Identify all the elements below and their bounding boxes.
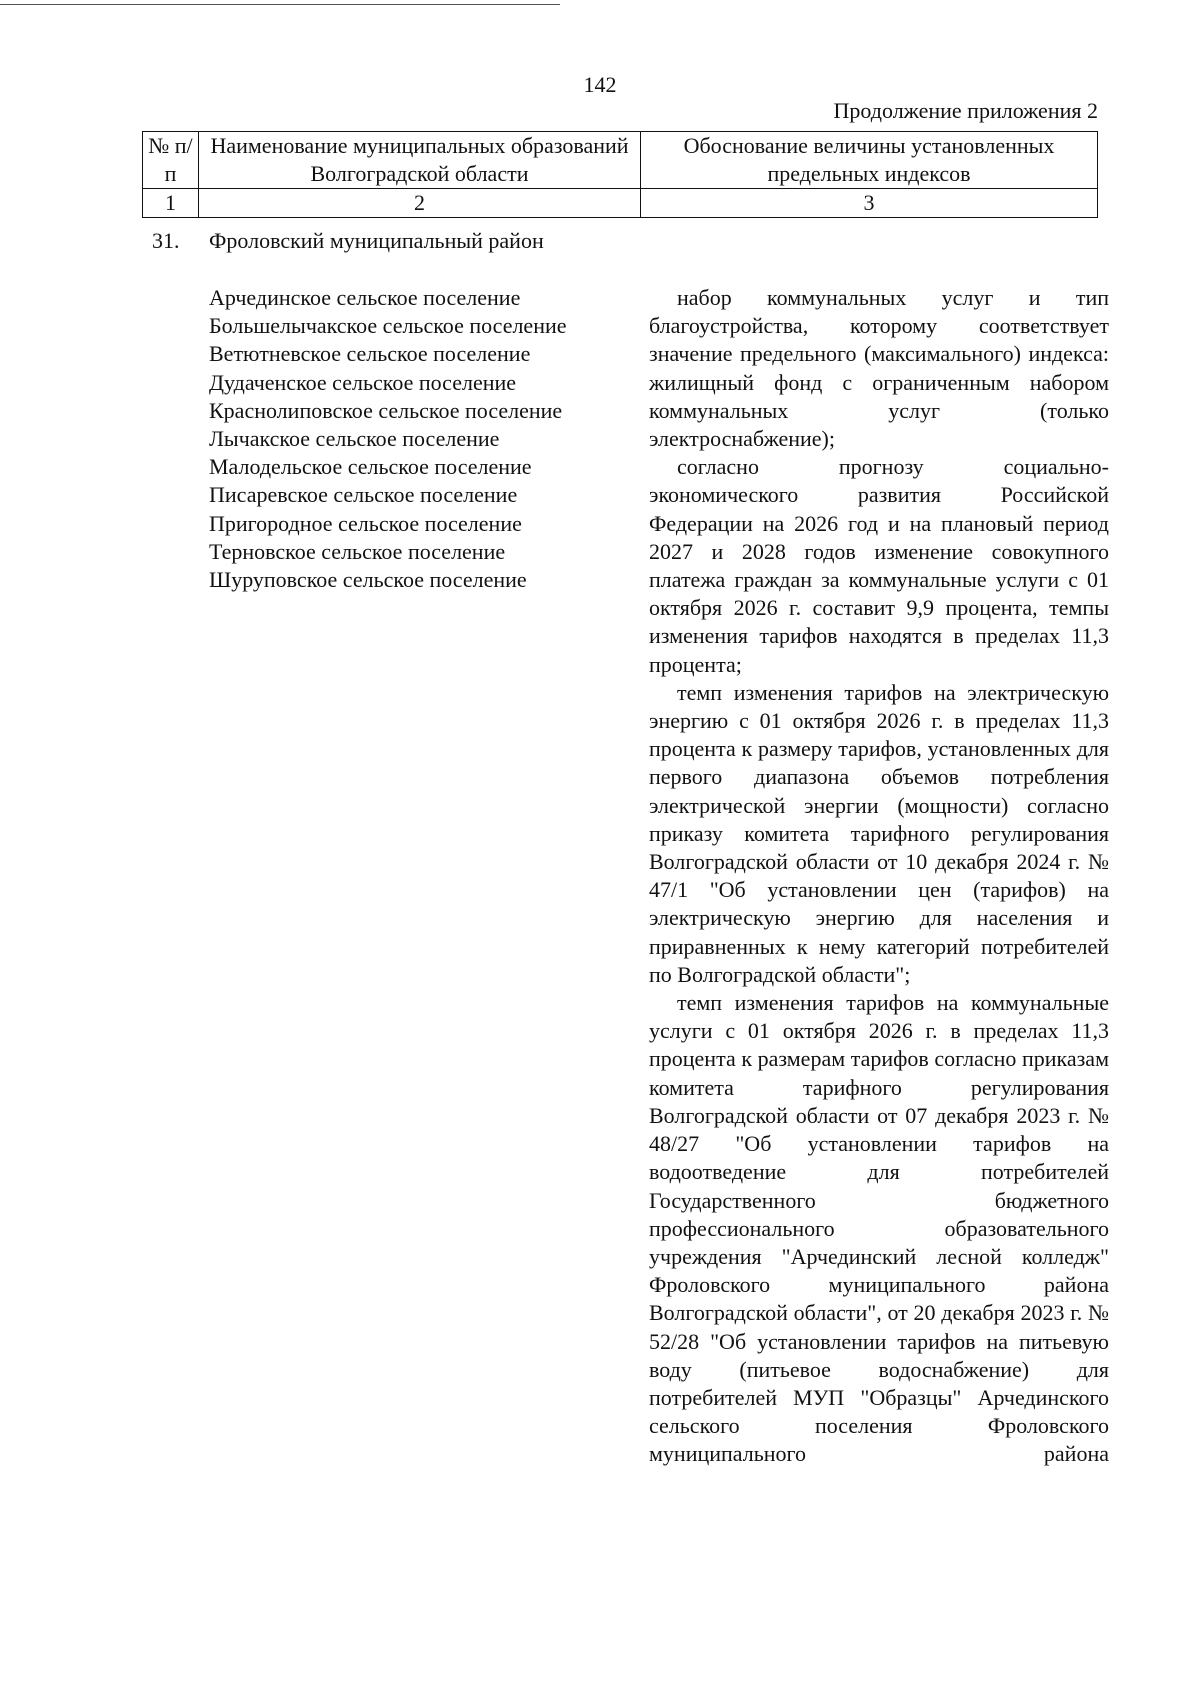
header-row [143,132,1098,189]
settlement-item: Терновское сельское поселение [209,538,506,564]
entry-number: 31. [152,228,180,253]
justification-paragraph: темп изменения тарифов на коммунальные услуги с 01 октября 2026 г. в пределах 11,3 процента к размерам тарифов согласно приказам комитета тарифного регулирования Волгоградской области от 07 декабря 2023 г. № 48/27 "Об установлении тарифов на водоотведение для потребителей Государственного бюджетного профессионального образовательного учреждения "Арчединский лесной колледж" Фроловского муниципального района Волгоградской области", от 20 декабря 2023 г. № 52/28 "Об установлении тарифов на питьевую воду (питьевое водоснабжение) для потребителей МУП "Образцы" Арчединского сельского поселения Фроловского муниципального района [649,990,1109,1467]
column-number-3: 3 [641,189,1098,218]
column-number-1: 1 [143,189,199,218]
settlement-item: Малодельское сельское поселение [209,454,532,480]
page-number: 142 [583,72,617,97]
district-name: Фроловский муниципальный район [209,228,544,253]
settlement-item: Арчединское сельское поселение [209,285,521,310]
settlement-list [209,284,629,594]
justification-text [649,284,1109,1469]
settlement-item: Писаревское сельское поселение [209,482,518,508]
settlement-item: Дудаченское сельское поселение [209,369,517,395]
settlement-item: Большелычакское сельское поселение [209,313,567,339]
top-rule [0,4,560,5]
settlement-item: Лычакское сельское поселение [209,426,500,452]
header-municipality-column: Наименование муниципальных образований Волгоградской области [199,132,641,189]
header-table [142,131,1098,218]
settlement-item: Краснолиповское сельское поселение [209,397,563,423]
header-number-column: № п/п [143,132,199,189]
appendix-continuation-label: Продолжение приложения 2 [833,98,1098,123]
column-numbers-row [143,189,1098,218]
settlement-item: Ветютневское сельское поселение [209,341,531,367]
justification-paragraph: темп изменения тарифов на электрическую энергию с 01 октября 2026 г. в пределах 11,3 процента к размеру тарифов, установленных для первого диапазона объемов потребления электрической энергии (мощности) согласно приказу комитета тарифного регулирования Волгоградской области от 10 декабря 2024 г. № 47/1 "Об установлении цен (тарифов) на электрическую энергию для населения и приравненных к нему категорий потребителей по Волгоградской области"; [649,679,1109,987]
header-justification-column: Обоснование величины установленных предельных индексов [641,132,1098,189]
settlement-item: Пригородное сельское поселение [209,510,522,536]
settlement-item: Шуруповское сельское поселение [209,567,527,593]
justification-paragraph: согласно прогнозу социально-экономического развития Российской Федерации на 2026 год и на плановый период 2027 и 2028 годов изменение совокупного платежа граждан за коммунальные услуги с 01 октября 2026 г. составит 9,9 процента, темпы изменения тарифов находятся в пределах 11,3 процента; [649,454,1109,677]
column-number-2: 2 [199,189,641,218]
justification-paragraph: набор коммунальных услуг и тип благоустройства, которому соответствует значение предельного (максимального) индекса: жилищный фонд с ограниченным набором коммунальных услуг (только электроснабжение); [649,285,1109,452]
